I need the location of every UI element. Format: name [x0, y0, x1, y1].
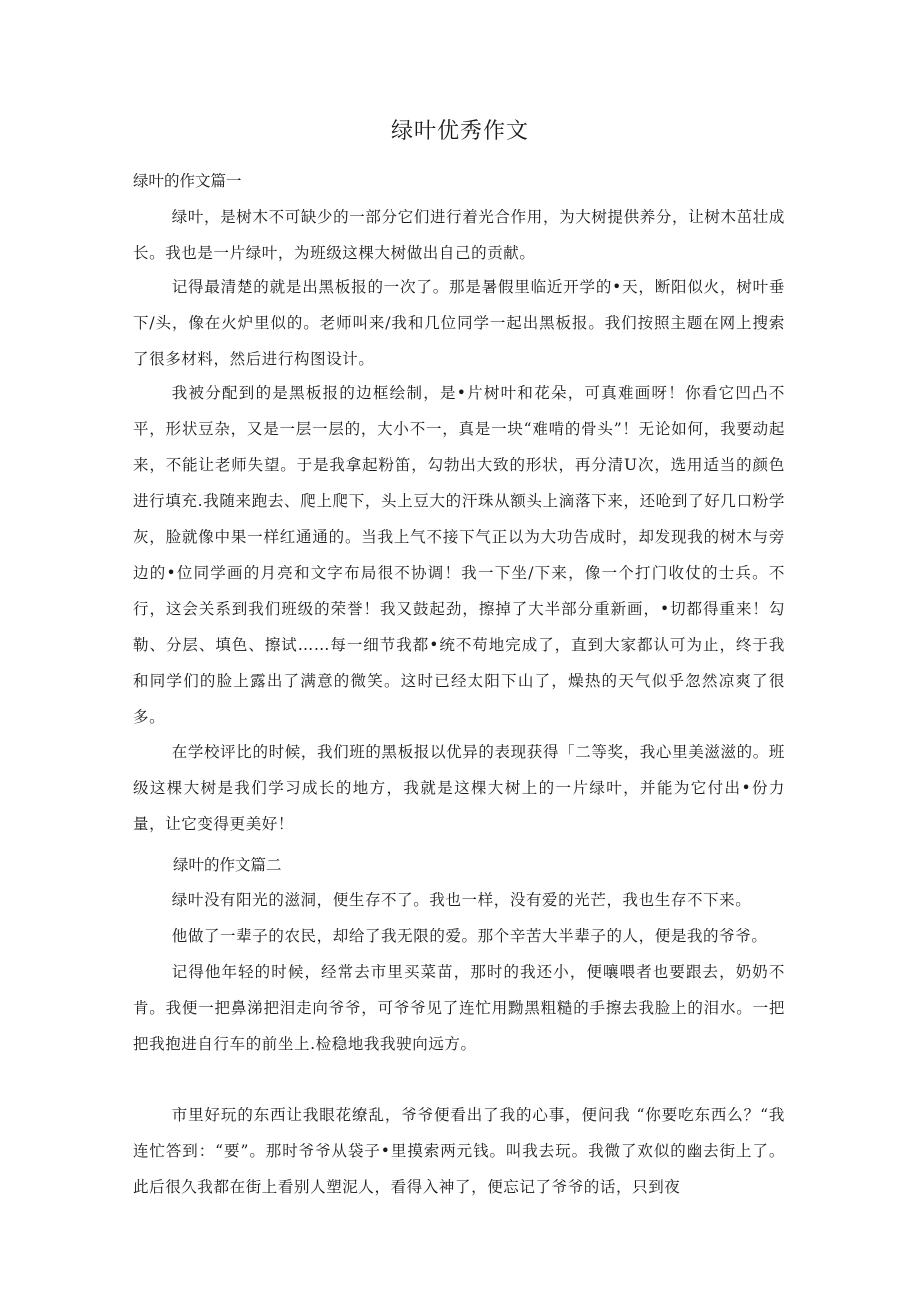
paragraph: 市里好玩的东西让我眼花缭乱，爷爷便看出了我的心事，便问我 “你要吃东西么？“我连忙答到：“要”。那时爷爷从袋子•里摸索两元钱。叫我去玩。我微了欢似的幽去街上了。此后很久我都在街上看别人塑泥人，看得入神了，便忘记了爷爷的话，只到夜 [133, 1106, 785, 1196]
paragraph: 记得最清楚的就是出黑板报的一次了。那是暑假里临近开学的•天，断阳似火，树叶垂下/头，像在火炉里似的。老师叫来/我和几位同学一起出黑板报。我们按照主题在网上搜索了很多材料，然后进行构图设计。 [133, 278, 785, 368]
section-heading-2: 绿叶的作文篇二 [173, 856, 282, 874]
paragraph: 他做了一辈子的农民，却给了我无限的爱。那个辛苦大半辈子的人，便是我的爷爷。 [171, 927, 768, 945]
paragraph: 绿叶没有阳光的滋洞，便生存不了。我也一样，没有爱的光芒，我也生存不下来。 [171, 891, 752, 909]
paragraph: 绿叶，是树木不可缺少的一部分它们进行着光合作用，为大树提供养分，让树木茁壮成长。我也是一片绿叶，为班级这棵大树做出自己的贡献。 [133, 208, 785, 262]
section-heading-1: 绿叶的作文篇一 [133, 172, 242, 190]
paragraph: 在学校评比的时候，我们班的黑板报以优异的表现获得「二等奖，我心里美滋滋的。班级这棵大树是我们学习成长的地方，我就是这棵大树上的一片绿叶，并能为它付出•份力量，让它变得更美好！ [133, 743, 785, 833]
document-title: 绿叶优秀作文 [390, 119, 529, 144]
paragraph: 我被分配到的是黑板报的边框绘制，是•片树叶和花朵，可真难画呀！你看它凹凸不平，形状豆杂，又是一层一层的，大小不一，真是一块“难啃的骨头”！无论如何，我要动起来，不能让老师失望。于是我拿起粉笛，勾勃出大致的形状，再分清U次，选用适当的颜色进行填充.我随来跑去、爬上爬下，头上豆大的汗珠从额头上滴落下来，还呛到了好几口粉学灰，脸就像中果一样红通通的。当我上气不接下气正以为大功告成时，却发现我的树木与旁边的•位同学画的月亮和文字布局很不协调！我一下坐/下来，像一个打门收仗的士兵。不行，这会关系到我们班级的荣誉！我又鼓起劲，擦掉了大半部分重新画，•切都得重来！勾勒、分层、填色、擦试……每一细节我都•统不苟地完成了，直到大家都认可为止，终于我和同学们的脸上露出了满意的微笑。这时已经太阳下山了，燥热的天气似乎忽然凉爽了很多。 [133, 384, 785, 726]
paragraph: 记得他年轻的时候，经常去市里买菜苗，那时的我还小，便嚷喂者也要跟去，奶奶不肯。我便一把鼻涕把泪走向爷爷，可爷爷见了连忙用黝黑粗糙的手擦去我脸上的泪水。一把把我抱进自行车的前坐上.检稳地我我驶向远方。 [133, 963, 785, 1053]
